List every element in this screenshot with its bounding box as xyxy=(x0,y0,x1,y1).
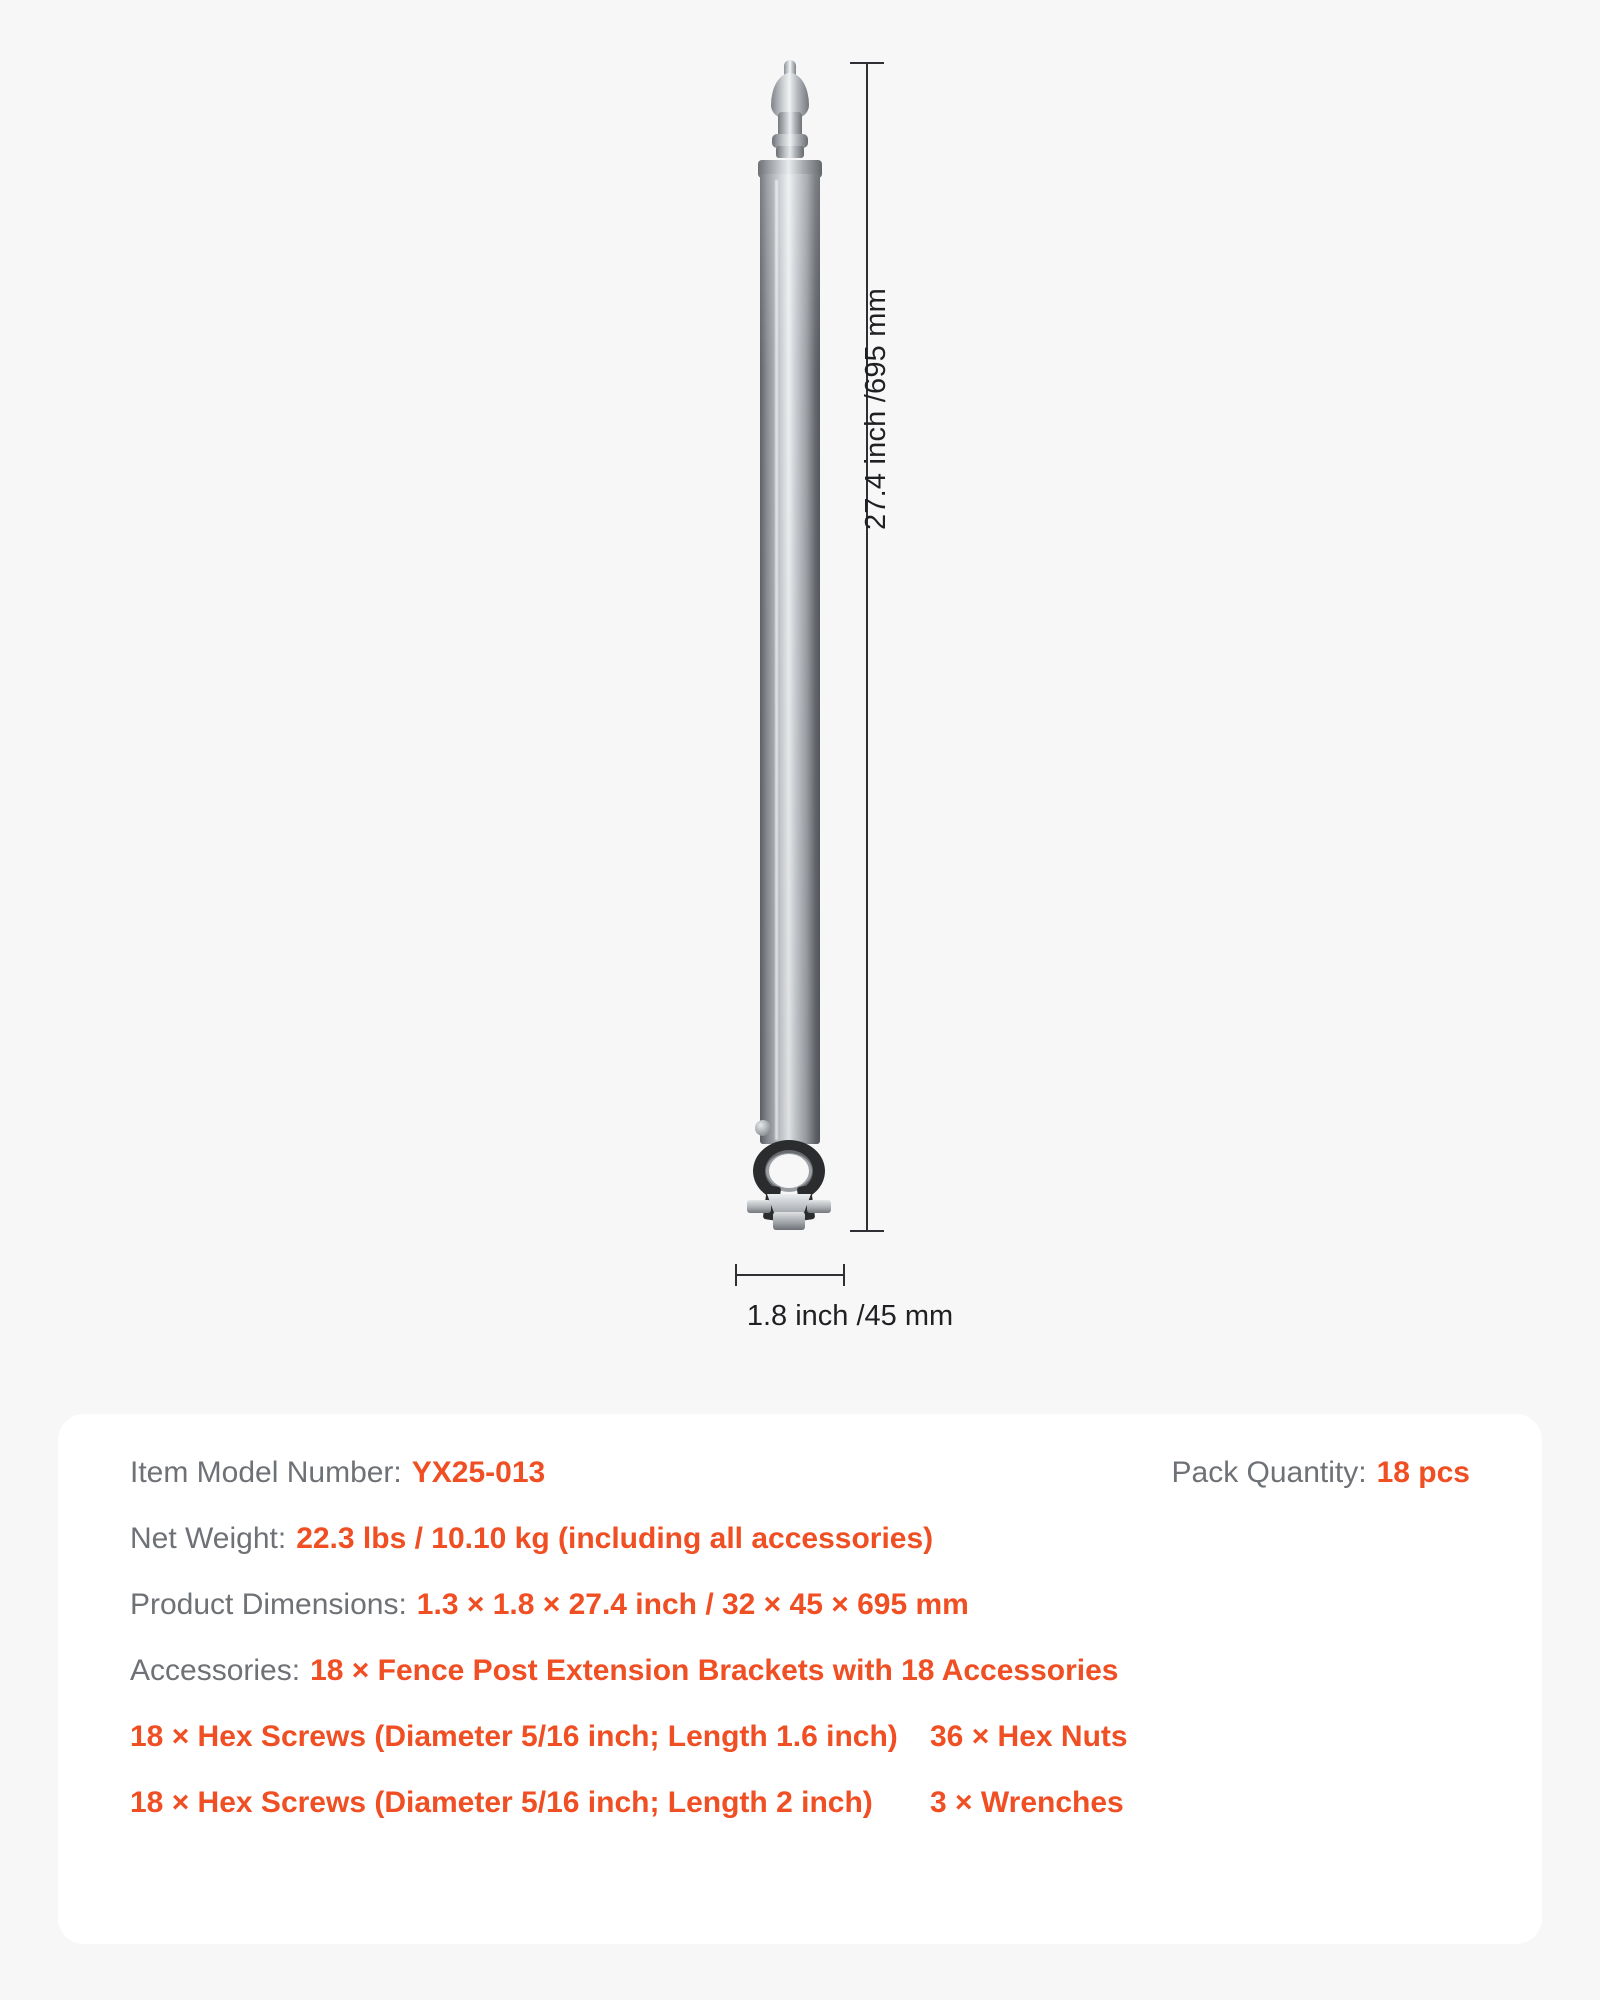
dimensions-label: Product Dimensions: xyxy=(130,1588,407,1621)
spec-row-accessories xyxy=(130,1656,1470,1686)
fence-post-extension-bracket-image xyxy=(735,60,845,1240)
width-dimension-label: 1.8 inch /45 mm xyxy=(746,1300,954,1332)
clamp-bracket xyxy=(743,1138,835,1224)
height-dimension-line xyxy=(866,62,868,1232)
dimensions-value: 1.3 × 1.8 × 27.4 inch / 32 × 45 × 695 mm xyxy=(416,1588,969,1621)
specifications-card xyxy=(58,1414,1542,1944)
accessory-item-right-2: 3 × Wrenches xyxy=(930,1786,1124,1819)
accessory-item-right-1: 36 × Hex Nuts xyxy=(930,1720,1128,1753)
accessory-item-row xyxy=(130,1722,1470,1752)
upper-bolt-icon xyxy=(755,1120,771,1136)
spec-row-net-weight xyxy=(130,1524,1470,1554)
accessory-item-left-2: 18 × Hex Screws (Diameter 5/16 inch; Length 2 inch) xyxy=(130,1786,873,1819)
pack-quantity-value: 18 pcs xyxy=(1376,1456,1470,1489)
tube-highlight xyxy=(775,180,778,1140)
post-tube xyxy=(760,174,820,1144)
width-dimension-cap-right xyxy=(843,1264,845,1286)
accessories-value: 18 × Fence Post Extension Brackets with 18 Accessories xyxy=(310,1654,1119,1687)
height-dimension-label: 27.4 inch /695 mm xyxy=(860,288,892,530)
width-dimension-line xyxy=(735,1274,845,1276)
model-value: YX25-013 xyxy=(411,1456,546,1489)
pack-quantity-label: Pack Quantity: xyxy=(1171,1456,1367,1489)
finial-cap xyxy=(765,60,815,170)
net-weight-label: Net Weight: xyxy=(130,1522,287,1555)
net-weight-value: 22.3 lbs / 10.10 kg (including all accessories) xyxy=(296,1522,934,1555)
spec-row-dimensions xyxy=(130,1590,1470,1620)
height-dimension-cap-bottom xyxy=(850,1230,884,1232)
accessory-item-left-1: 18 × Hex Screws (Diameter 5/16 inch; Length 1.6 inch) xyxy=(130,1720,898,1753)
width-dimension-label-wrap xyxy=(0,1300,1600,1333)
accessory-item-row xyxy=(130,1788,1470,1818)
accessories-label: Accessories: xyxy=(130,1654,301,1687)
spec-row-model-and-quantity xyxy=(130,1458,1470,1488)
model-label: Item Model Number: xyxy=(130,1456,402,1489)
